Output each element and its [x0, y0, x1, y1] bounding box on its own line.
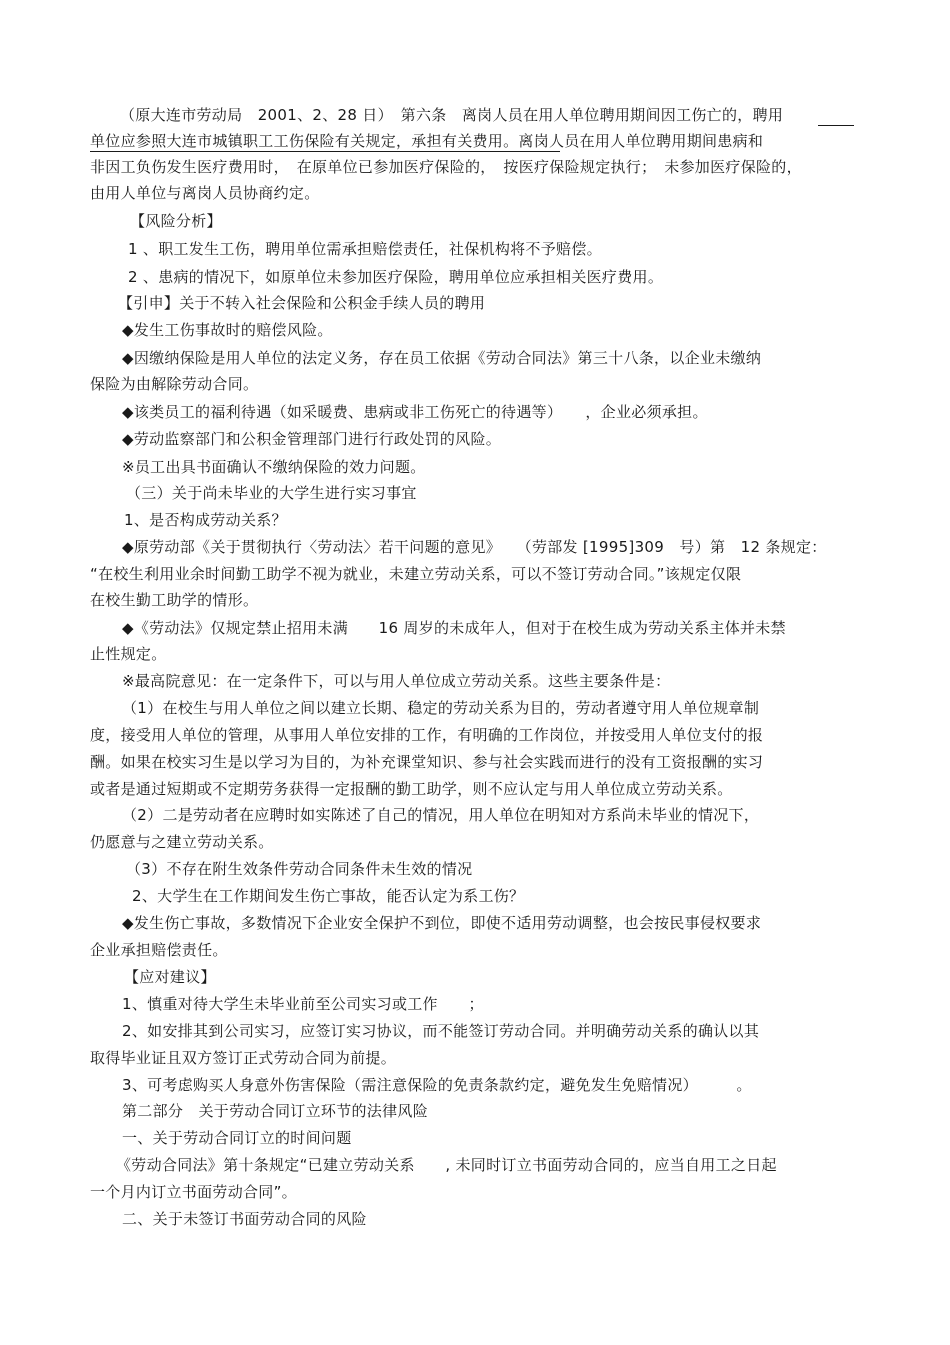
text-line: ◆劳动监察部门和公积金管理部门进行行政处罚的风险。: [122, 430, 502, 448]
text-line: 二、关于未签订书面劳动合同的风险: [122, 1210, 367, 1228]
text-line: 酬。如果在校实习生是以学习为目的，为补充课堂知识、参与社会实践而进行的没有工资报酬的实习: [90, 753, 764, 771]
text-line: ◆《劳动法》仅规定禁止招用未满 16 周岁的未成年人，但对于在校生成为劳动关系主体并未禁: [122, 619, 786, 637]
text-line: 或者是通过短期或不定期劳务获得一定报酬的勤工助学，则不应认定与用人单位成立劳动关系。: [90, 780, 733, 798]
text-line: （2）二是劳动者在应聘时如实陈述了自己的情况，用人单位在明知对方系尚未毕业的情况下，: [122, 806, 760, 824]
text-line: 2、如安排其到公司实习，应签订实习协议，而不能签订劳动合同。并明确劳动关系的确认以其: [122, 1022, 760, 1040]
text-line: 3、可考虑购买人身意外伤害保险（需注意保险的免责条款约定，避免发生免赔情况） 。: [122, 1076, 752, 1094]
text-line: 在校生勤工助学的情形。: [90, 591, 259, 609]
text-line: 1、是否构成劳动关系？: [124, 511, 287, 529]
text-line: ◆原劳动部《关于贯彻执行〈劳动法〉若干问题的意见》 （劳部发 [1995]309 号）第 12 条规定：: [122, 538, 827, 556]
text-line: 1、慎重对待大学生未毕业前至公司实习或工作 ；: [122, 995, 484, 1013]
section-heading: 【风险分析】: [130, 212, 222, 230]
text-line: 由用人单位与离岗人员协商约定。: [90, 184, 320, 202]
text-line: “在校生利用业余时间勤工助学不视为就业，未建立劳动关系，可以不签订劳动合同。”该规定仅限: [90, 565, 742, 583]
text-line: ※最高院意见：在一定条件下，可以与用人单位成立劳动关系。这些主要条件是：: [122, 672, 671, 690]
text-line: （三）关于尚未毕业的大学生进行实习事宜: [126, 484, 417, 502]
text-line: 仍愿意与之建立劳动关系。: [90, 833, 274, 851]
text-line: 企业承担赔偿责任。: [90, 941, 228, 959]
text-line: 止性规定。: [90, 645, 167, 663]
text-line: 《劳动合同法》第十条规定“已建立劳动关系 , 未同时订立书面劳动合同的，应当自用工之日起: [116, 1156, 777, 1174]
text-line: 1 、职工发生工伤，聘用单位需承担赔偿责任，社保机构将不予赔偿。: [128, 240, 602, 258]
section-heading: 第二部分 关于劳动合同订立环节的法律风险: [122, 1102, 429, 1120]
text-line: ◆发生伤亡事故，多数情况下企业安全保护不到位，即使不适用劳动调整，也会按民事侵权要求: [122, 914, 762, 932]
text-line: ◆发生工伤事故时的赔偿风险。: [122, 321, 333, 339]
text-line: ※员工出具书面确认不缴纳保险的效力问题。: [122, 458, 426, 476]
text-line: 2 、患病的情况下，如原单位未参加医疗保险，聘用单位应承担相关医疗费用。: [128, 268, 664, 286]
text-line: 一个月内订立书面劳动合同”。: [90, 1183, 297, 1201]
text-line: （3）不存在附生效条件劳动合同条件未生效的情况: [126, 860, 473, 878]
text-line: 度，接受用人单位的管理，从事用人单位安排的工作，有明确的工作岗位，并按受用人单位支付的报: [90, 726, 764, 744]
text-line: （1）在校生与用人单位之间以建立长期、稳定的劳动关系为目的，劳动者遵守用人单位规章制: [122, 699, 760, 717]
text-line: 取得毕业证且双方签订正式劳动合同为前提。: [90, 1049, 397, 1067]
fill-in-blank-line: [818, 125, 854, 126]
text-line: 一、关于劳动合同订立的时间问题: [122, 1129, 352, 1147]
text-line: ◆因缴纳保险是用人单位的法定义务，存在员工依据《劳动合同法》第三十八条，以企业未缴纳: [122, 349, 762, 367]
text-line: （原大连市劳动局 2001、2、28 日） 第六条 离岗人员在用人单位聘用期间因工伤亡的，聘用: [120, 106, 784, 124]
text-line: ◆该类员工的福利待遇（如采暖费、患病或非工伤死亡的待遇等） ，企业必须承担。: [122, 403, 708, 421]
section-heading: 【应对建议】: [124, 968, 216, 986]
text-line: 非因工负伤发生医疗费用时， 在原单位已参加医疗保险的， 按医疗保险规定执行； 未参加医疗保险的，: [90, 158, 802, 176]
text-line: 单位应参照大连市城镇职工工伤保险有关规定，承担有关费用。离岗人员在用人单位聘用期间患病和: [90, 132, 764, 150]
text-line: 【引申】关于不转入社会保险和公积金手续人员的聘用: [118, 294, 486, 312]
text-underline: [90, 151, 560, 152]
text-line: 2、大学生在工作期间发生伤亡事故，能否认定为系工伤？: [132, 887, 525, 905]
text-line: 保险为由解除劳动合同。: [90, 375, 259, 393]
